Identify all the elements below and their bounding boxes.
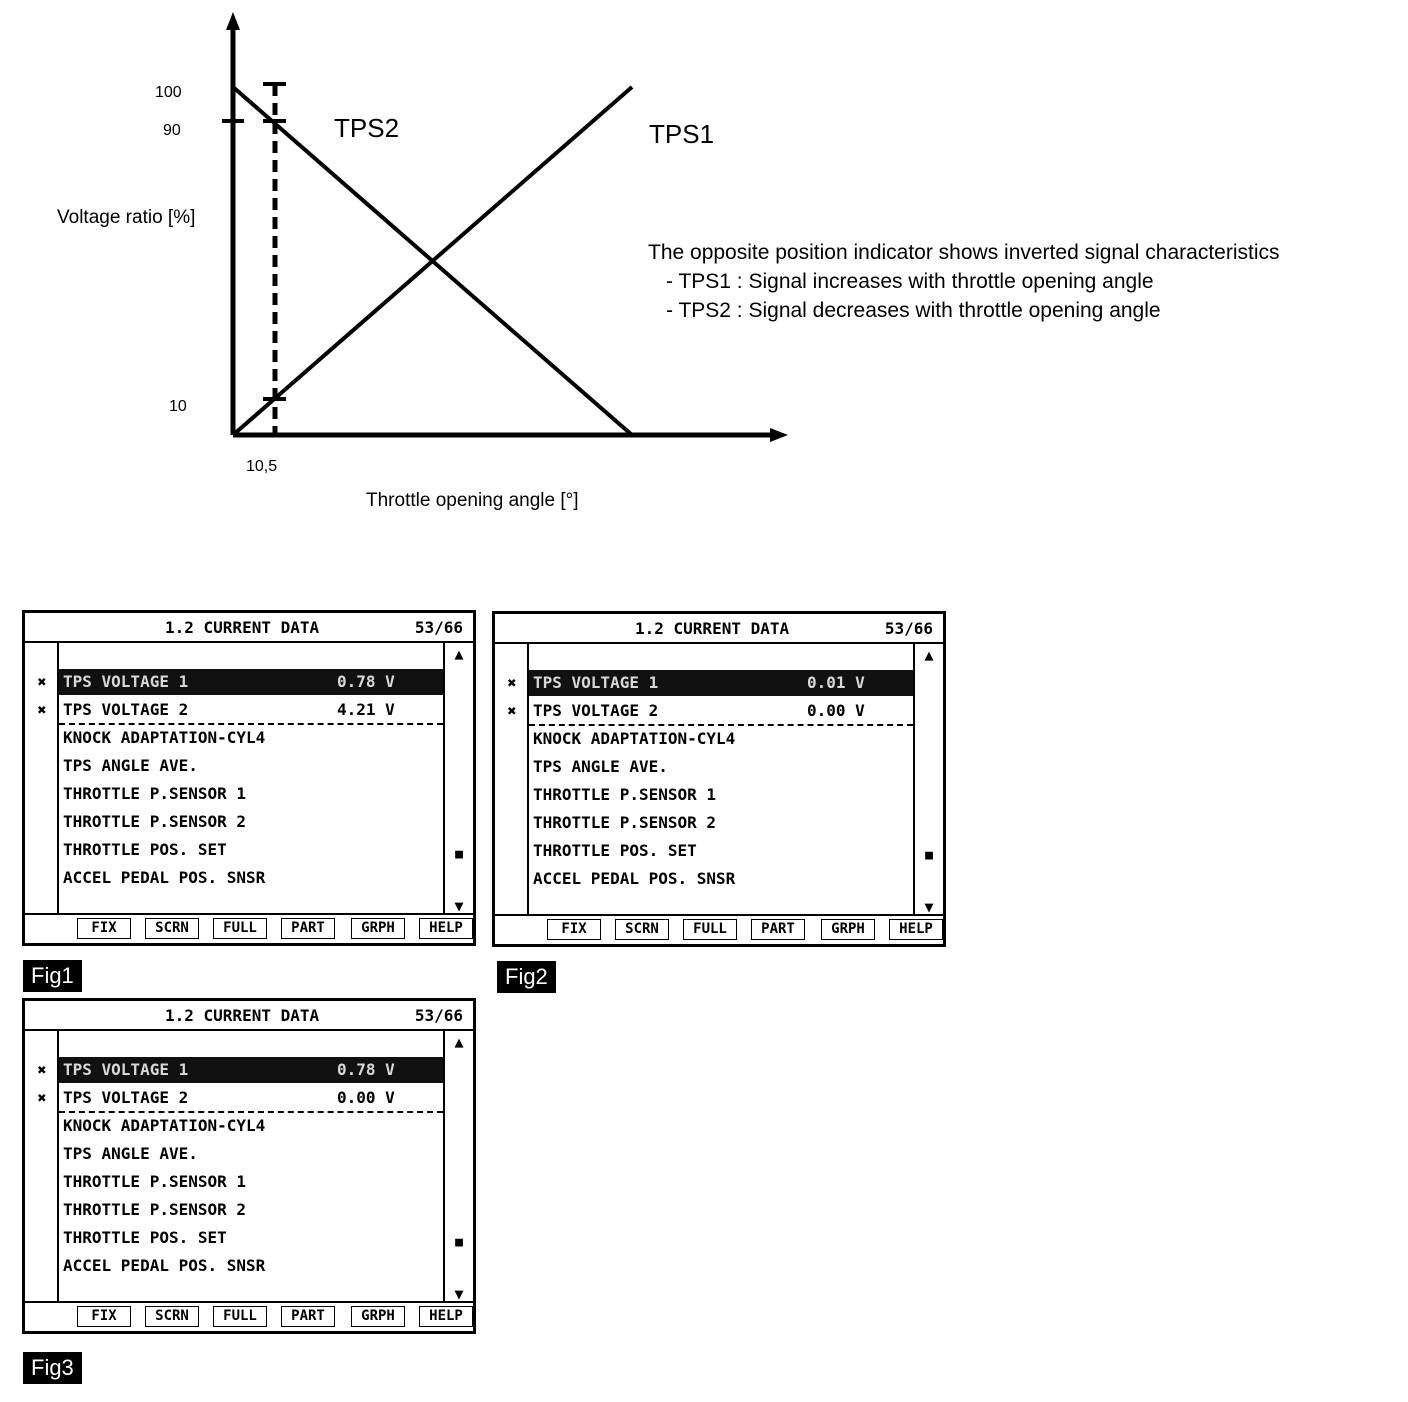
list-item[interactable] (529, 782, 913, 808)
scroll-thumb[interactable]: ■ (455, 847, 463, 862)
function-key-full[interactable]: FULL (213, 1306, 267, 1327)
description-line-tps1: - TPS1 : Signal increases with throttle opening angle (666, 270, 1154, 293)
y-tick-label-100: 100 (155, 84, 182, 101)
scroll-thumb[interactable]: ■ (455, 1235, 463, 1250)
y-tick-label-90: 90 (163, 122, 181, 139)
scanner-screen-2 (492, 611, 946, 947)
function-key-scrn[interactable]: SCRN (145, 918, 199, 939)
list-item[interactable] (59, 837, 443, 863)
list-item[interactable] (59, 809, 443, 835)
item-value: 0.01 V (807, 673, 865, 692)
list-item-selected[interactable] (59, 1057, 443, 1083)
function-key-grph[interactable]: GRPH (351, 1306, 405, 1327)
page-counter: 53/66 (414, 1006, 463, 1025)
list-item[interactable] (529, 810, 913, 836)
function-key-scrn[interactable]: SCRN (615, 919, 669, 940)
list-item[interactable] (529, 698, 913, 726)
item-label: TPS VOLTAGE 1 (533, 673, 659, 692)
list-item[interactable] (59, 865, 443, 891)
y-axis-label: Voltage ratio [%] (57, 207, 196, 228)
item-label: THROTTLE P.SENSOR 1 (63, 784, 247, 803)
item-label: KNOCK ADAPTATION-CYL4 (63, 728, 266, 747)
list-item[interactable] (59, 1253, 443, 1279)
data-list (59, 1029, 443, 1303)
scroll-up-icon[interactable]: ▲ (924, 646, 934, 664)
function-key-scrn[interactable]: SCRN (145, 1306, 199, 1327)
scroll-down-icon[interactable]: ▼ (454, 897, 464, 915)
data-list (59, 641, 443, 915)
item-label: TPS VOLTAGE 1 (63, 1060, 189, 1079)
list-item[interactable] (59, 697, 443, 725)
item-label: THROTTLE P.SENSOR 2 (63, 1200, 247, 1219)
data-list (529, 642, 913, 916)
item-label: THROTTLE POS. SET (63, 1228, 227, 1247)
list-item[interactable] (59, 1141, 443, 1167)
item-value: 0.00 V (807, 701, 865, 720)
item-label: THROTTLE P.SENSOR 1 (533, 785, 717, 804)
function-key-help[interactable]: HELP (419, 1306, 473, 1327)
list-item[interactable] (529, 726, 913, 752)
function-key-grph[interactable]: GRPH (351, 918, 405, 939)
item-value: 0.00 V (337, 1088, 395, 1107)
screen-header (25, 613, 473, 643)
description-heading: The opposite position indicator shows inverted signal characteristics (648, 241, 1280, 264)
list-item[interactable] (59, 1197, 443, 1223)
function-key-bar (25, 913, 473, 943)
screen-header (25, 1001, 473, 1031)
scroll-down-icon[interactable]: ▼ (454, 1285, 464, 1303)
list-item[interactable] (59, 725, 443, 751)
item-label: TPS VOLTAGE 2 (63, 700, 189, 719)
item-label: TPS ANGLE AVE. (63, 1144, 198, 1163)
fixed-marker-icon: ✖ (37, 1089, 47, 1107)
page-counter: 53/66 (414, 618, 463, 637)
screen-header (495, 614, 943, 644)
scroll-down-icon[interactable]: ▼ (924, 898, 934, 916)
scrollbar[interactable] (443, 1029, 473, 1303)
list-item[interactable] (59, 753, 443, 779)
item-label: THROTTLE POS. SET (63, 840, 227, 859)
scanner-screen-1 (22, 610, 476, 946)
function-key-help[interactable]: HELP (419, 918, 473, 939)
item-label: TPS ANGLE AVE. (533, 757, 668, 776)
signal-description (648, 238, 1280, 325)
scanner-screen-3 (22, 998, 476, 1334)
item-label: THROTTLE P.SENSOR 2 (533, 813, 717, 832)
screen-title: 1.2 CURRENT DATA (165, 618, 320, 637)
series-label-tps1: TPS1 (649, 119, 715, 149)
page-counter: 53/66 (884, 619, 933, 638)
scrollbar[interactable] (913, 642, 943, 916)
function-key-bar (25, 1301, 473, 1331)
list-item[interactable] (529, 754, 913, 780)
scroll-thumb[interactable]: ■ (925, 848, 933, 863)
item-label: TPS ANGLE AVE. (63, 756, 198, 775)
item-label: KNOCK ADAPTATION-CYL4 (63, 1116, 266, 1135)
function-key-fix[interactable]: FIX (77, 1306, 131, 1327)
item-value: 0.78 V (337, 1060, 395, 1079)
x-tick-label-10-5: 10,5 (246, 458, 278, 475)
function-key-grph[interactable]: GRPH (821, 919, 875, 940)
x-axis-arrow (770, 428, 788, 442)
fixed-marker-icon: ✖ (37, 1061, 47, 1079)
screen-title: 1.2 CURRENT DATA (165, 1006, 320, 1025)
list-item[interactable] (59, 781, 443, 807)
y-tick-label-10: 10 (169, 398, 187, 415)
item-label: THROTTLE P.SENSOR 1 (63, 1172, 247, 1191)
item-label: ACCEL PEDAL POS. SNSR (63, 1256, 266, 1275)
list-item[interactable] (529, 838, 913, 864)
fixed-marker-icon: ✖ (507, 674, 517, 692)
figure-label: Fig3 (23, 1352, 82, 1384)
function-key-fix[interactable]: FIX (547, 919, 601, 940)
fixed-marker-icon: ✖ (37, 673, 47, 691)
figure-label: Fig1 (23, 960, 82, 992)
list-item[interactable] (59, 1169, 443, 1195)
list-item-selected[interactable] (529, 670, 913, 696)
function-key-full[interactable]: FULL (683, 919, 737, 940)
list-item[interactable] (59, 1113, 443, 1139)
function-key-bar (495, 914, 943, 944)
item-label: ACCEL PEDAL POS. SNSR (63, 868, 266, 887)
y-axis-arrow (226, 12, 240, 30)
list-item-selected[interactable] (59, 669, 443, 695)
series-label-tps2: TPS2 (334, 113, 400, 143)
list-item[interactable] (59, 1085, 443, 1113)
item-label: ACCEL PEDAL POS. SNSR (533, 869, 736, 888)
description-line-tps2: - TPS2 : Signal decreases with throttle opening angle (666, 299, 1161, 322)
screen-title: 1.2 CURRENT DATA (635, 619, 790, 638)
function-key-part[interactable]: PART (281, 918, 335, 939)
scroll-up-icon[interactable]: ▲ (454, 1033, 464, 1051)
function-key-fix[interactable]: FIX (77, 918, 131, 939)
item-label: THROTTLE POS. SET (533, 841, 697, 860)
x-axis-label: Throttle opening angle [°] (366, 490, 579, 511)
item-label: TPS VOLTAGE 1 (63, 672, 189, 691)
fixed-marker-icon: ✖ (37, 701, 47, 719)
fixed-marker-icon: ✖ (507, 702, 517, 720)
series-layer (233, 87, 632, 435)
item-value: 0.78 V (337, 672, 395, 691)
scrollbar[interactable] (443, 641, 473, 915)
function-key-full[interactable]: FULL (213, 918, 267, 939)
list-item[interactable] (529, 866, 913, 892)
list-item[interactable] (59, 1225, 443, 1251)
item-label: TPS VOLTAGE 2 (63, 1088, 189, 1107)
item-label: TPS VOLTAGE 2 (533, 701, 659, 720)
item-value: 4.21 V (337, 700, 395, 719)
scroll-up-icon[interactable]: ▲ (454, 645, 464, 663)
item-label: THROTTLE P.SENSOR 2 (63, 812, 247, 831)
function-key-part[interactable]: PART (751, 919, 805, 940)
function-key-help[interactable]: HELP (889, 919, 943, 940)
function-key-part[interactable]: PART (281, 1306, 335, 1327)
figure-label: Fig2 (497, 961, 556, 993)
item-label: KNOCK ADAPTATION-CYL4 (533, 729, 736, 748)
